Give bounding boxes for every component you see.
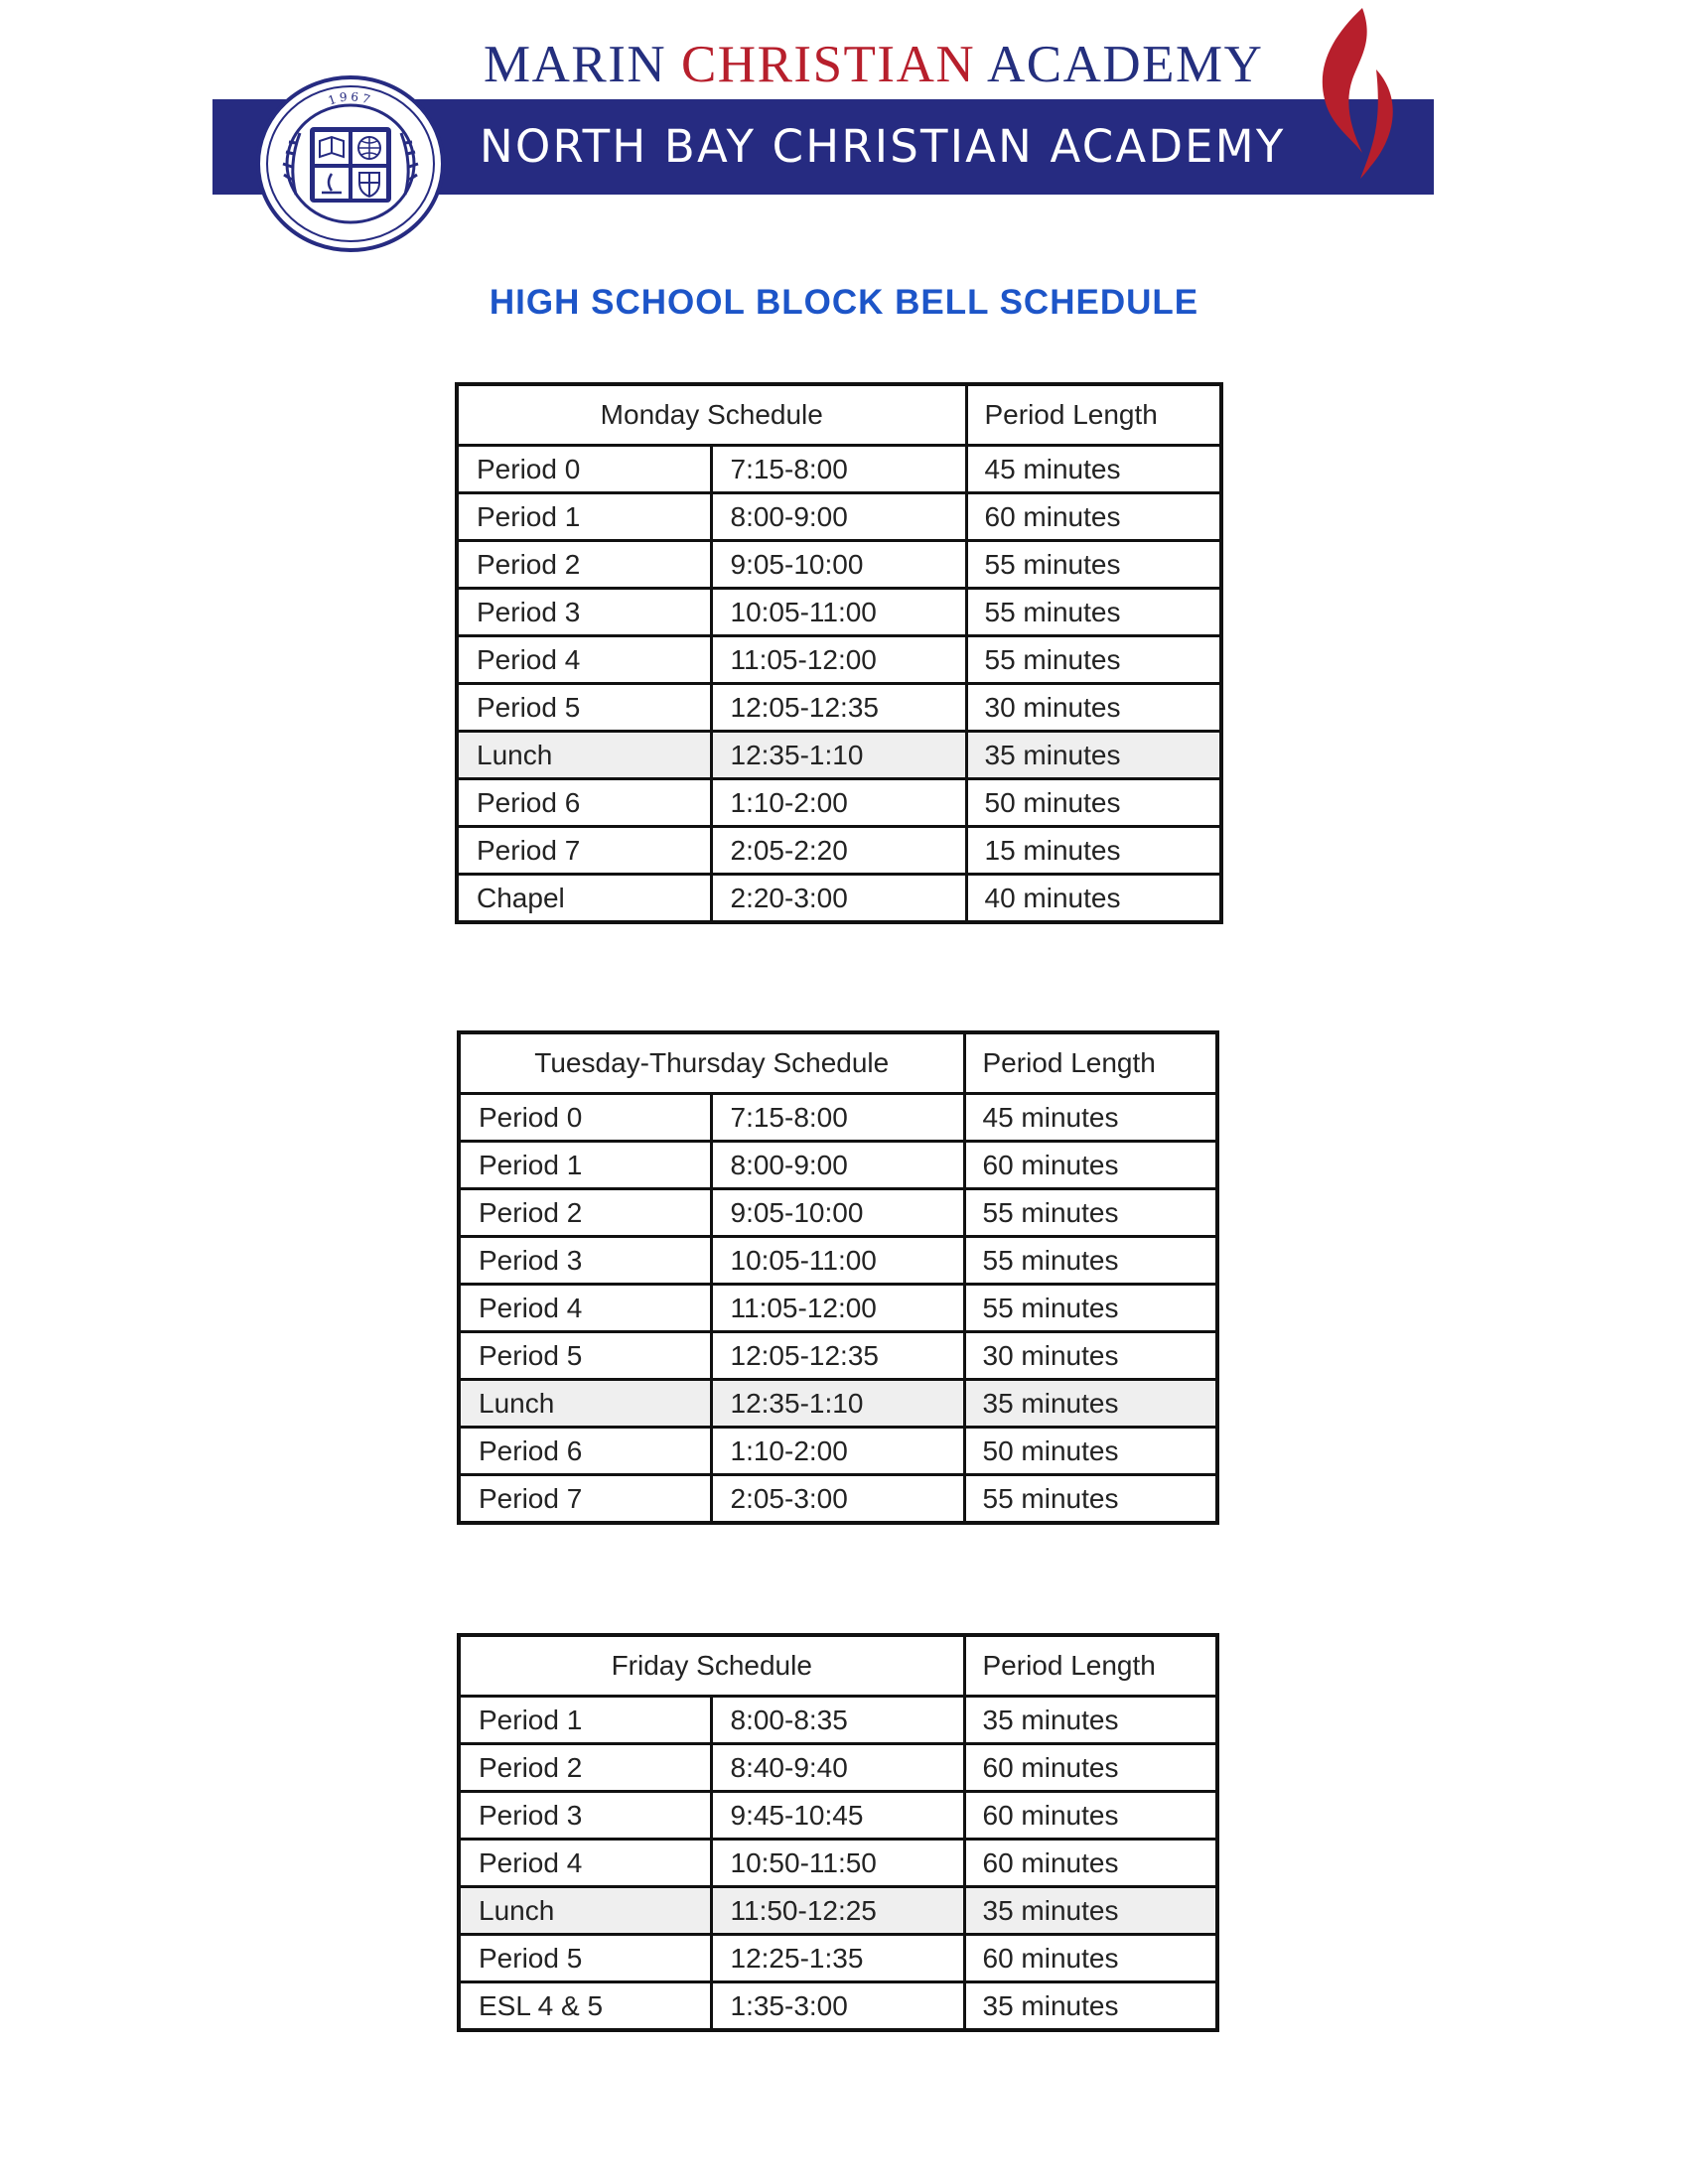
period-cell: Period 3 <box>457 589 711 636</box>
period-cell: Lunch <box>457 732 711 779</box>
length-cell: 55 minutes <box>966 589 1221 636</box>
period-length-heading: Period Length <box>966 384 1221 446</box>
time-cell: 1:35-3:00 <box>711 1982 964 2031</box>
period-cell: Period 6 <box>457 779 711 827</box>
time-cell: 12:35-1:10 <box>711 732 966 779</box>
length-cell: 15 minutes <box>966 827 1221 875</box>
time-cell: 12:05-12:35 <box>711 1332 964 1380</box>
period-cell: Period 7 <box>459 1475 711 1524</box>
time-cell: 7:15-8:00 <box>711 446 966 493</box>
table-row <box>459 1840 1217 1887</box>
table-row <box>457 684 1221 732</box>
length-cell: 60 minutes <box>964 1744 1217 1792</box>
table-row <box>457 827 1221 875</box>
period-cell: Period 5 <box>459 1935 711 1982</box>
table-row <box>459 1237 1217 1285</box>
table-row <box>459 1285 1217 1332</box>
table-row <box>459 1094 1217 1142</box>
friday-schedule-table <box>457 1633 1219 2032</box>
table-row <box>459 1475 1217 1524</box>
time-cell: 8:00-9:00 <box>711 493 966 541</box>
period-cell: Lunch <box>459 1380 711 1428</box>
length-cell: 50 minutes <box>964 1428 1217 1475</box>
school-name-part1: MARIN <box>484 36 681 93</box>
period-cell: Period 4 <box>457 636 711 684</box>
table-header-row <box>459 1635 1217 1697</box>
school-name-part3: ACADEMY <box>975 36 1264 93</box>
period-cell: Period 0 <box>459 1094 711 1142</box>
length-cell: 55 minutes <box>964 1475 1217 1524</box>
time-cell: 2:05-2:20 <box>711 827 966 875</box>
time-cell: 2:05-3:00 <box>711 1475 964 1524</box>
period-cell: Period 3 <box>459 1237 711 1285</box>
length-cell: 35 minutes <box>964 1380 1217 1428</box>
period-cell: Period 2 <box>459 1744 711 1792</box>
table-row <box>459 1982 1217 2031</box>
table-row <box>459 1744 1217 1792</box>
table-row <box>457 541 1221 589</box>
period-cell: Period 2 <box>459 1189 711 1237</box>
length-cell: 30 minutes <box>964 1332 1217 1380</box>
flame-logo-icon <box>1311 8 1402 179</box>
table-header-row <box>459 1032 1217 1094</box>
school-seal-logo <box>256 75 445 252</box>
table-row <box>457 636 1221 684</box>
length-cell: 55 minutes <box>964 1237 1217 1285</box>
table-row <box>457 875 1221 923</box>
period-cell: ESL 4 & 5 <box>459 1982 711 2031</box>
time-cell: 12:35-1:10 <box>711 1380 964 1428</box>
length-cell: 55 minutes <box>966 541 1221 589</box>
time-cell: 2:20-3:00 <box>711 875 966 923</box>
length-cell: 60 minutes <box>964 1840 1217 1887</box>
table-header-row <box>457 384 1221 446</box>
length-cell: 55 minutes <box>964 1189 1217 1237</box>
time-cell: 11:05-12:00 <box>711 636 966 684</box>
length-cell: 55 minutes <box>964 1285 1217 1332</box>
length-cell: 45 minutes <box>964 1094 1217 1142</box>
time-cell: 12:25-1:35 <box>711 1935 964 1982</box>
period-cell: Period 1 <box>457 493 711 541</box>
time-cell: 8:40-9:40 <box>711 1744 964 1792</box>
schedule-heading: Tuesday-Thursday Schedule <box>459 1032 964 1094</box>
length-cell: 60 minutes <box>964 1792 1217 1840</box>
table-row <box>457 779 1221 827</box>
period-cell: Period 7 <box>457 827 711 875</box>
school-name-part2: CHRISTIAN <box>680 36 976 93</box>
period-length-heading: Period Length <box>964 1635 1217 1697</box>
time-cell: 1:10-2:00 <box>711 1428 964 1475</box>
table-row <box>459 1189 1217 1237</box>
length-cell: 60 minutes <box>964 1935 1217 1982</box>
period-cell: Period 1 <box>459 1697 711 1744</box>
lunch-row <box>459 1887 1217 1935</box>
time-cell: 11:05-12:00 <box>711 1285 964 1332</box>
period-cell: Period 0 <box>457 446 711 493</box>
period-cell: Period 5 <box>459 1332 711 1380</box>
lunch-row <box>457 732 1221 779</box>
time-cell: 9:05-10:00 <box>711 1189 964 1237</box>
length-cell: 35 minutes <box>964 1887 1217 1935</box>
time-cell: 10:05-11:00 <box>711 589 966 636</box>
table-row <box>457 493 1221 541</box>
length-cell: 45 minutes <box>966 446 1221 493</box>
schedule-heading: Friday Schedule <box>459 1635 964 1697</box>
length-cell: 55 minutes <box>966 636 1221 684</box>
table-row <box>459 1142 1217 1189</box>
period-length-heading: Period Length <box>964 1032 1217 1094</box>
table-row <box>459 1428 1217 1475</box>
schedule-heading: Monday Schedule <box>457 384 966 446</box>
period-cell: Period 6 <box>459 1428 711 1475</box>
table-row <box>457 589 1221 636</box>
period-cell: Lunch <box>459 1887 711 1935</box>
time-cell: 8:00-8:35 <box>711 1697 964 1744</box>
length-cell: 50 minutes <box>966 779 1221 827</box>
period-cell: Period 4 <box>459 1840 711 1887</box>
period-cell: Period 5 <box>457 684 711 732</box>
monday-schedule-table <box>455 382 1223 924</box>
lunch-row <box>459 1380 1217 1428</box>
table-row <box>459 1697 1217 1744</box>
seal-year: 1967 <box>326 89 375 108</box>
length-cell: 40 minutes <box>966 875 1221 923</box>
tuesday-thursday-schedule-table <box>457 1030 1219 1525</box>
time-cell: 10:05-11:00 <box>711 1237 964 1285</box>
table-row <box>459 1792 1217 1840</box>
time-cell: 7:15-8:00 <box>711 1094 964 1142</box>
length-cell: 35 minutes <box>964 1697 1217 1744</box>
time-cell: 1:10-2:00 <box>711 779 966 827</box>
school-name-north-bay: NORTH BAY CHRISTIAN ACADEMY <box>480 120 1286 173</box>
time-cell: 9:05-10:00 <box>711 541 966 589</box>
table-row <box>459 1332 1217 1380</box>
length-cell: 60 minutes <box>964 1142 1217 1189</box>
length-cell: 30 minutes <box>966 684 1221 732</box>
length-cell: 35 minutes <box>964 1982 1217 2031</box>
period-cell: Period 3 <box>459 1792 711 1840</box>
table-row <box>459 1935 1217 1982</box>
period-cell: Chapel <box>457 875 711 923</box>
time-cell: 11:50-12:25 <box>711 1887 964 1935</box>
time-cell: 10:50-11:50 <box>711 1840 964 1887</box>
period-cell: Period 1 <box>459 1142 711 1189</box>
time-cell: 9:45-10:45 <box>711 1792 964 1840</box>
period-cell: Period 2 <box>457 541 711 589</box>
time-cell: 12:05-12:35 <box>711 684 966 732</box>
page-title: HIGH SCHOOL BLOCK BELL SCHEDULE <box>489 283 1199 322</box>
period-cell: Period 4 <box>459 1285 711 1332</box>
time-cell: 8:00-9:00 <box>711 1142 964 1189</box>
length-cell: 60 minutes <box>966 493 1221 541</box>
table-row <box>457 446 1221 493</box>
school-name-marin <box>484 32 1263 97</box>
length-cell: 35 minutes <box>966 732 1221 779</box>
